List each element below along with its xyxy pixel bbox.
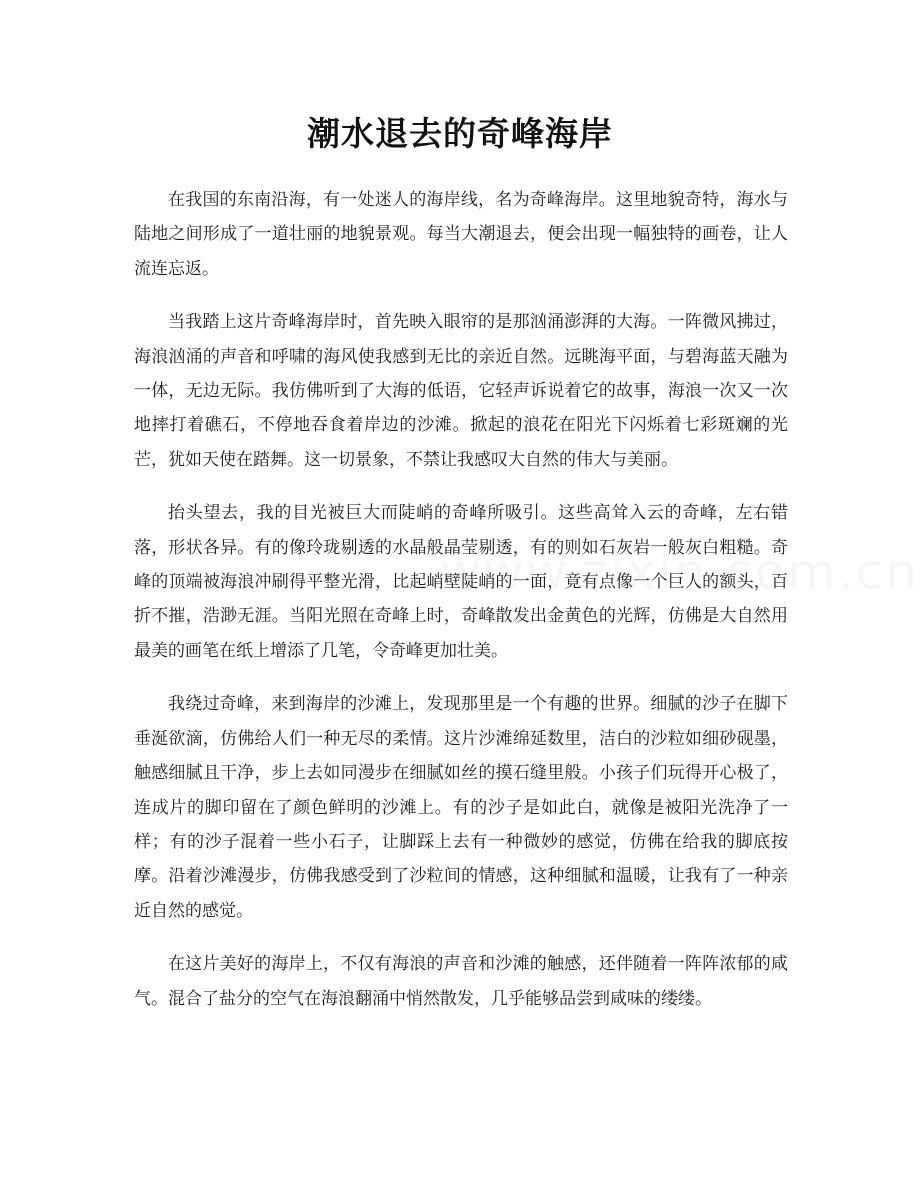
paragraph-3: 抬头望去，我的目光被巨大而陡峭的奇峰所吸引。这些高耸入云的奇峰，左右错落，形状各异。有的像玲珑剔透的水晶般晶莹剔透，有的则如石灰岩一般灰白粗糙。奇峰的顶端被海浪冲刷得平整光滑，比起峭壁陡峭的一面，竟有点像一个巨人的额头，百折不摧，浩渺无涯。当阳光照在奇峰上时，奇峰散发出金黄色的光辉，仿佛是大自然用最美的画笔在纸上增添了几笔，令奇峰更加壮美。 — [134, 503, 788, 661]
paragraph-2: 当我踏上这片奇峰海岸时，首先映入眼帘的是那汹涌澎湃的大海。一阵微风拂过，海浪汹涌的声音和呼啸的海风使我感到无比的亲近自然。远眺海平面，与碧海蓝天融为一体，无边无际。我仿佛听到了大海的低语，它轻声诉说着它的故事，海浪一次又一次地摔打着礁石，不停地吞食着岸边的沙滩。掀起的浪花在阳光下闪烁着七彩斑斓的光芒，犹如天使在踏舞。这一切景象，不禁让我感叹大自然的伟大与美丽。 — [134, 312, 788, 470]
paragraph-4: 我绕过奇峰，来到海岸的沙滩上，发现那里是一个有趣的世界。细腻的沙子在脚下垂涎欲滴，仿佛给人们一种无尽的柔情。这片沙滩绵延数里，洁白的沙粒如细砂砚墨，触感细腻且干净，步上去如同漫步在细腻如丝的摸石缝里般。小孩子们玩得开心极了，连成片的脚印留在了颜色鲜明的沙滩上。有的沙子是如此白，就像是被阳光洗净了一样；有的沙子混着一些小石子，让脚踩上去有一种微妙的感觉，仿佛在给我的脚底按摩。沿着沙滩漫步，仿佛我感受到了沙粒间的情感，这种细腻和温暖，让我有了一种亲近自然的感觉。 — [134, 694, 788, 921]
paragraph-1: 在我国的东南沿海，有一处迷人的海岸线，名为奇峰海岸。这里地貌奇特，海水与陆地之间形成了一道壮丽的地貌景观。每当大潮退去，便会出现一幅独特的画卷，让人流连忘返。 — [134, 190, 788, 279]
document-title: 潮水退去的奇峰海岸 — [307, 114, 613, 153]
paragraph-5: 在这片美好的海岸上，不仅有海浪的声音和沙滩的触感，还伴随着一阵阵浓郁的咸气。混合了盐分的空气在海浪翻涌中悄然散发，几乎能够品尝到咸味的缕缕。 — [134, 954, 788, 1009]
document-body — [134, 183, 788, 1035]
